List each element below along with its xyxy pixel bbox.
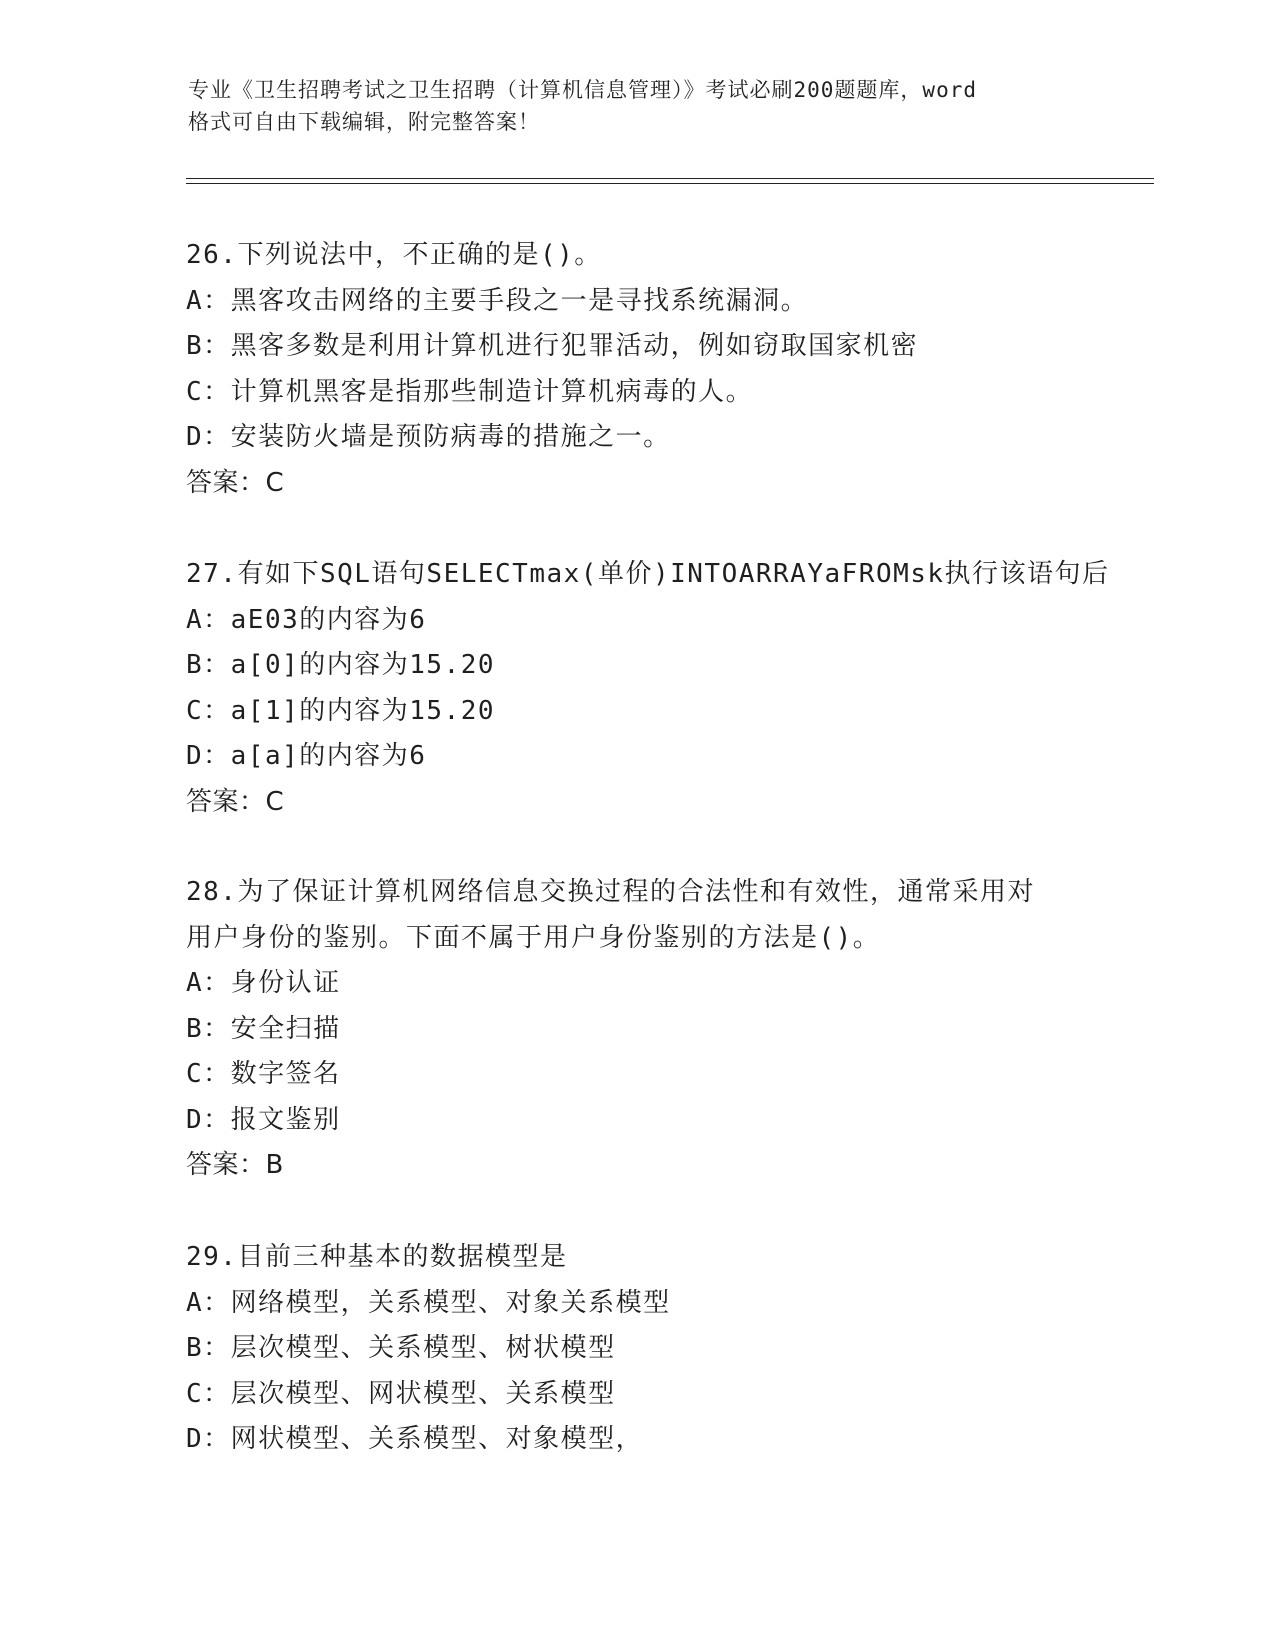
option-b: B：层次模型、关系模型、树状模型 [186,1333,616,1363]
header-line-1: 专业《卫生招聘考试之卫生招聘（计算机信息管理）》考试必刷200题题库，word [188,78,977,102]
option-d: D：网状模型、关系模型、对象模型， [186,1424,644,1454]
document-header [188,74,1088,138]
question-28 [186,870,1146,1189]
header-divider-bottom [186,183,1154,184]
option-d: D：报文鉴别 [186,1104,341,1135]
option-a: A：网络模型，关系模型、对象关系模型 [186,1287,671,1318]
option-b: B：安全扫描 [186,1013,341,1044]
header-line-2: 格式可自由下载编辑，附完整答案！ [188,110,540,134]
option-c: C：a[1]的内容为15.20 [186,695,496,726]
option-a: A：黑客攻击网络的主要手段之一是寻找系统漏洞。 [186,285,809,316]
answer-line: 答案：C [186,467,285,498]
question-stem: 29.目前三种基本的数据模型是 [186,1242,568,1272]
question-27 [186,552,1146,825]
option-c: C：数字签名 [186,1059,341,1089]
option-b: B：a[0]的内容为15.20 [186,650,496,680]
option-d: D：a[a]的内容为6 [186,741,427,771]
answer-line: 答案：C [186,786,285,817]
option-c: C：层次模型、网状模型、关系模型 [186,1378,616,1409]
option-d: D：安装防火墙是预防病毒的措施之一。 [186,422,671,452]
question-29 [186,1235,1146,1463]
question-26 [186,233,1146,506]
option-a: A：身份认证 [186,968,341,998]
header-divider-top [186,178,1154,179]
question-stem: 26.下列说法中，不正确的是()。 [186,240,602,270]
option-c: C：计算机黑客是指那些制造计算机病毒的人。 [186,376,754,407]
option-a: A：aE03的内容为6 [186,604,427,635]
option-b: B：黑客多数是利用计算机进行犯罪活动，例如窃取国家机密 [186,331,919,361]
question-stem-line-1: 28.为了保证计算机网络信息交换过程的合法性和有效性，通常采用对 [186,877,1035,907]
answer-line: 答案：B [186,1150,284,1180]
question-stem-line-2: 用户身份的鉴别。下面不属于用户身份鉴别的方法是()。 [186,922,881,953]
question-stem: 27.有如下SQL语句SELECTmax(单价)INTOARRAYaFROMsk执行该语句后 [186,559,1110,589]
